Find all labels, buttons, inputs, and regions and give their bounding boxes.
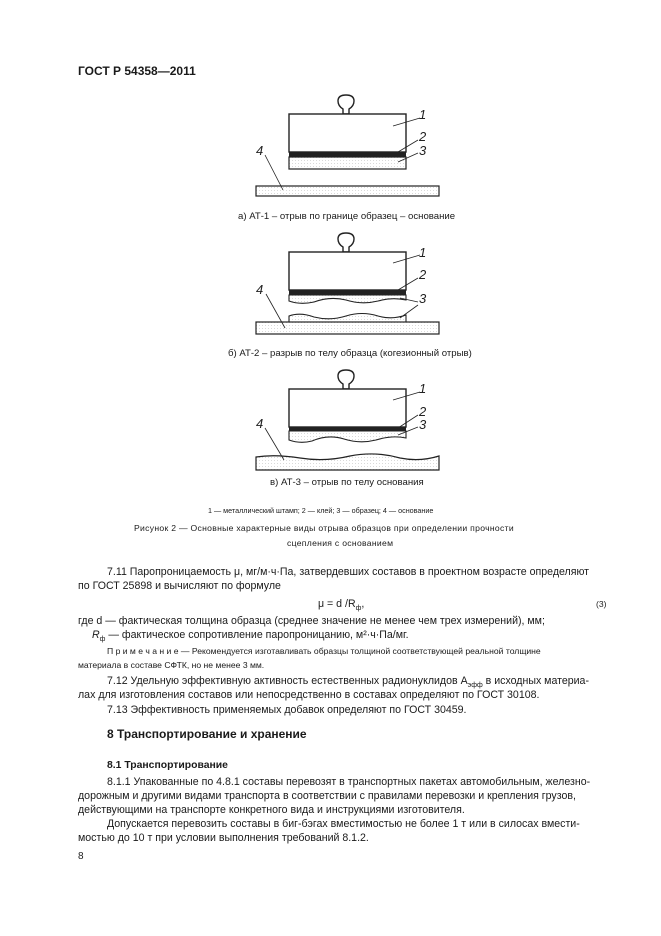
glue-layer: [289, 152, 406, 157]
label-2: 2: [419, 404, 427, 419]
label-4: 4: [256, 143, 264, 158]
label-2: 2: [419, 267, 427, 282]
label-3: 3: [419, 291, 427, 306]
figure-title: Рисунок 2 — Основные характерные виды отрыва образцов при определении прочности: [134, 523, 514, 533]
caption-b: б) АТ-2 – разрыв по телу образца (когезионный отрыв): [228, 348, 472, 359]
paragraph-7-13: 7.13 Эффективность применяемых добавок определяют по ГОСТ 30459.: [107, 704, 467, 716]
figure-title-cont: сцепления с основанием: [287, 538, 394, 548]
figure-legend: 1 — металлический штамп; 2 — клей; 3 — образец; 4 — основание: [208, 506, 434, 515]
figure-a: [256, 95, 439, 196]
caption-a: а) АТ-1 – отрыв по границе образец – основание: [238, 211, 456, 222]
base-plate: [256, 454, 439, 470]
note-text-cont: материала в составе СФТК, но не менее 3 мм.: [78, 660, 265, 670]
label-4: 4: [256, 416, 264, 431]
sample-upper-part: [289, 295, 406, 303]
page-number: 8: [78, 851, 84, 862]
stamp-handle: [338, 370, 354, 389]
label-3: 3: [419, 417, 427, 432]
base-plate: [256, 186, 439, 196]
stamp-handle: [338, 233, 354, 252]
sample-lower-part: [289, 314, 406, 323]
label-4: 4: [256, 282, 264, 297]
label-1: 1: [419, 381, 427, 396]
caption-c: в) АТ-3 – отрыв по телу основания: [270, 477, 424, 488]
paragraph-8-1-1-cont: дорожным и другими видами транспорта в соответствии с правилами перевозки и крепления грузов,: [78, 790, 576, 802]
stamp-handle: [338, 95, 354, 114]
paragraph-8-1-1: 8.1.1 Упакованные по 4.8.1 составы перевозят в транспортных пакетах автомобильным, железно-: [107, 776, 591, 788]
paragraph-7-12-cont: лах для изготовления составов или непосредственно в составах определяют по ГОСТ 30108.: [78, 689, 540, 701]
paragraph-bigbag-cont: мостью до 10 т при условии выполнения требований 8.1.2.: [78, 832, 369, 844]
sample-with-base-fragment: [289, 431, 406, 442]
metal-stamp: [289, 252, 406, 290]
paragraph-7-11-cont: по ГОСТ 25898 и вычисляют по формуле: [78, 580, 281, 592]
glue-layer: [289, 427, 406, 431]
document-header: ГОСТ Р 54358—2011: [78, 64, 196, 78]
sample-layer: [289, 157, 406, 169]
section-8-1-heading: 8.1 Транспортирование: [107, 760, 228, 771]
paragraph-8-1-1-cont2: действующими на транспорте конкретного вида и инструкциями изготовителя.: [78, 804, 465, 816]
formula-3: μ = d $/R_ф$,: [318, 598, 365, 613]
section-8-heading: 8 Транспортирование и хранение: [107, 727, 307, 741]
figure-c: [256, 370, 439, 470]
metal-stamp: [289, 114, 406, 152]
label-1: 1: [419, 245, 427, 260]
metal-stamp: [289, 389, 406, 427]
label-2: 2: [419, 129, 427, 144]
paragraph-7-12: 7.12 Удельную эффективную активность естественных радионуклидов $А_{эфф}$ в исходных материа-: [107, 675, 589, 690]
formula-where-d: где d — фактическая толщина образца (среднее значение не менее чем трех измерений), мм;: [78, 615, 545, 627]
label-3: 3: [419, 143, 427, 158]
base-plate: [256, 322, 439, 334]
label-1: 1: [419, 107, 427, 122]
paragraph-7-11: 7.11 Паропроницаемость μ, мг/м·ч·Па, затвердевших составов в проектном возрасте определяют: [107, 566, 590, 578]
note-text: П р и м е ч а н и е — Рекомендуется изготавливать образцы толщиной соответствующей реальной толщине: [107, 646, 541, 656]
formula-number: (3): [596, 599, 607, 609]
paragraph-bigbag: Допускается перевозить составы в биг-бэгах вместимостью не более 1 т или в силосах вмести-: [107, 818, 580, 830]
glue-layer: [289, 290, 406, 295]
formula-where-r: $R_ф$ — фактическое сопротивление паропроницанию, м²·ч·Па/мг.: [92, 629, 409, 644]
figure-b: [256, 233, 439, 334]
